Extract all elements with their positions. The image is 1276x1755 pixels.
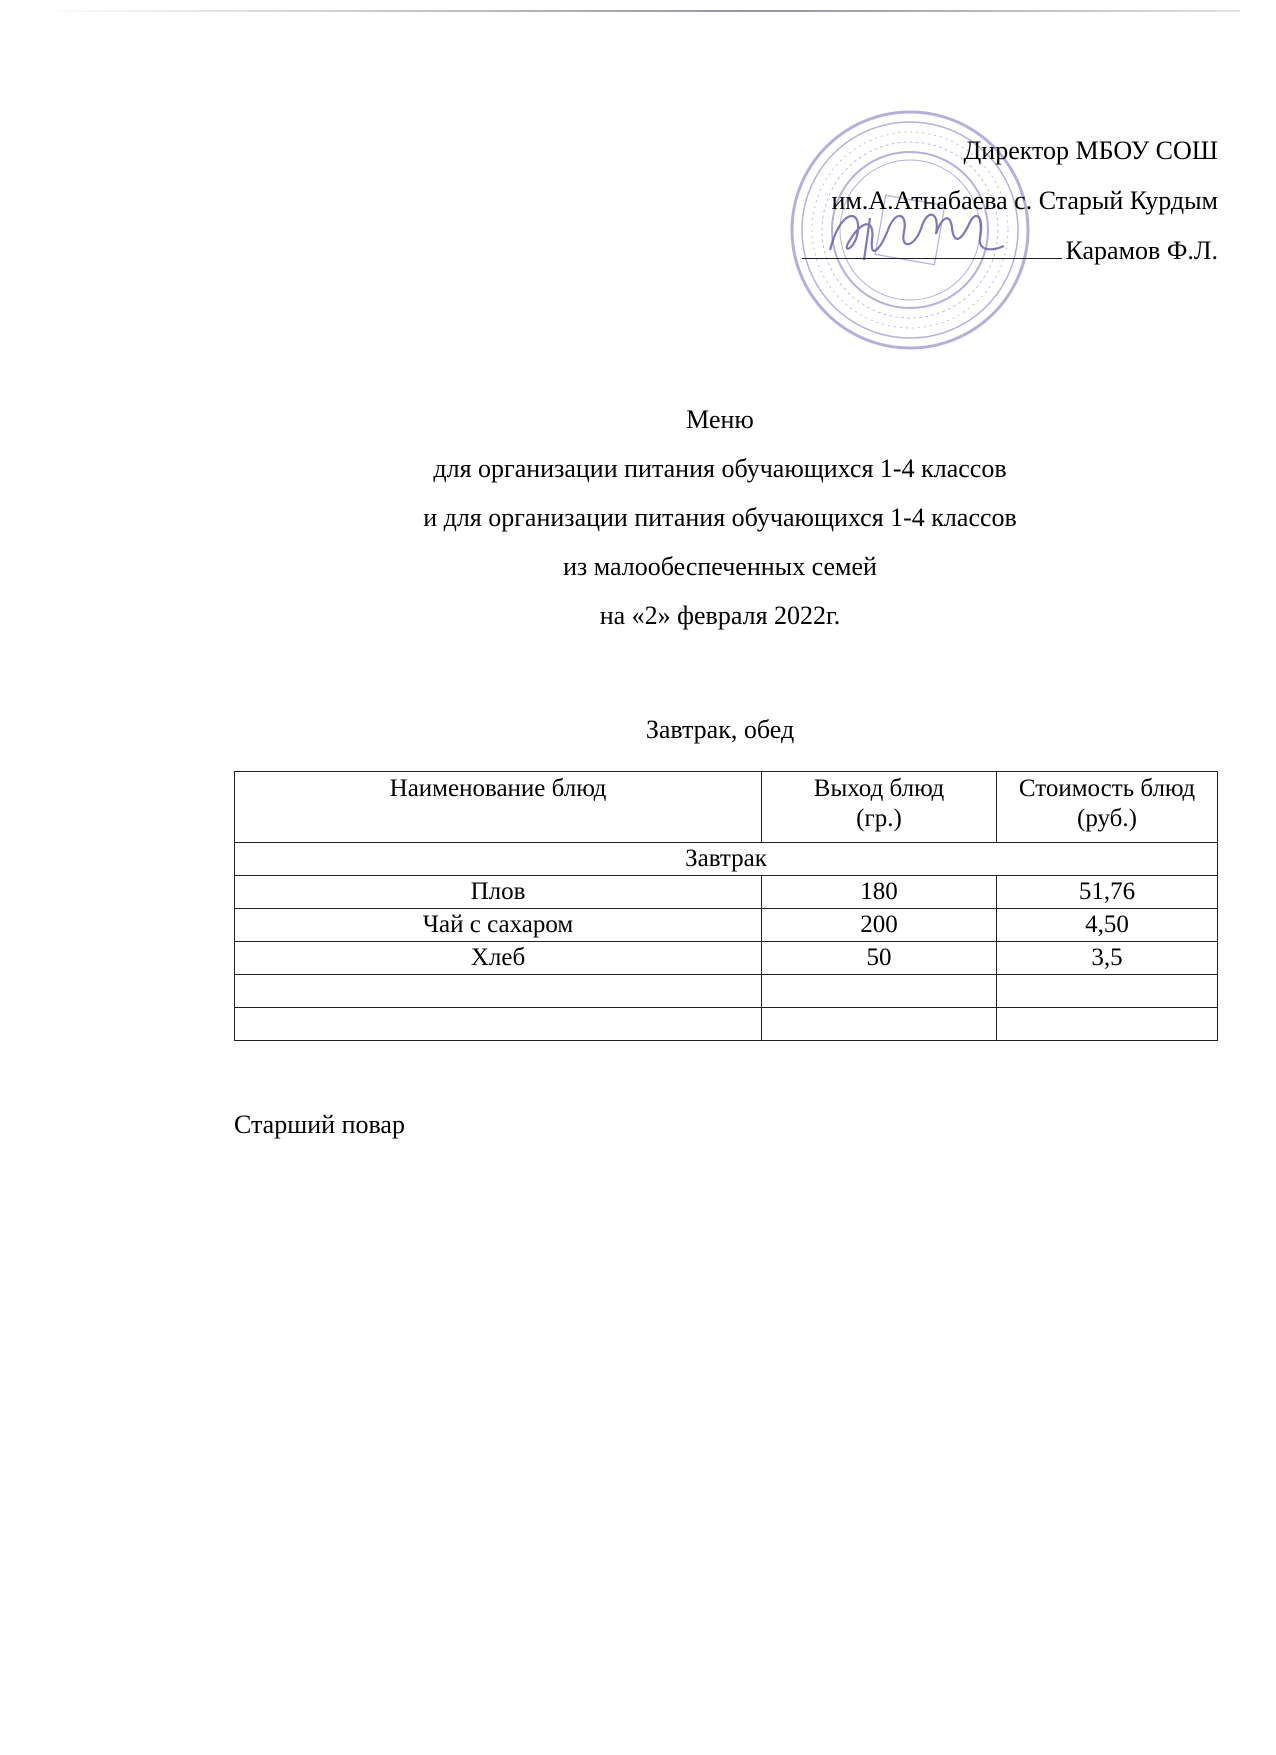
signature-line (802, 230, 1062, 259)
empty-cell (762, 1008, 997, 1041)
title-line-2: для организации питания обучающихся 1-4 классов (433, 454, 1007, 483)
title-line-3: и для организации питания обучающихся 1-4 классов (423, 503, 1017, 532)
dish-name: Чай с сахаром (235, 909, 762, 942)
empty-cell (235, 1008, 762, 1041)
section-row (235, 843, 1218, 876)
approval-position: Директор МБОУ СОШ (963, 136, 1218, 165)
dish-cost: 51,76 (997, 876, 1218, 909)
empty-cell (997, 975, 1218, 1008)
approval-organization: им.А.Атнабаева с. Старый Курдым (831, 186, 1218, 215)
senior-cook-label: Старший повар (234, 1110, 405, 1139)
section-breakfast: Завтрак (235, 843, 1218, 876)
table-header-row (235, 772, 1218, 843)
title-line-5: на «2» февраля 2022г. (599, 601, 841, 630)
header-dish-name: Наименование блюд (235, 772, 762, 843)
dish-yield: 180 (762, 876, 997, 909)
empty-row (235, 1008, 1218, 1041)
approval-block (698, 126, 1218, 276)
approval-signature-row (698, 226, 1218, 276)
menu-table (234, 771, 1218, 1041)
header-yield: Выход блюд (гр.) (762, 772, 997, 843)
empty-cell (235, 975, 762, 1008)
title-line-1: Меню (686, 405, 754, 434)
table-row (235, 909, 1218, 942)
empty-cell (997, 1008, 1218, 1041)
title-line-4: из малообеспеченных семей (563, 552, 877, 581)
empty-cell (762, 975, 997, 1008)
dish-name: Плов (235, 876, 762, 909)
scan-edge-line (40, 10, 1240, 12)
dish-cost: 4,50 (997, 909, 1218, 942)
empty-row (235, 975, 1218, 1008)
dish-cost: 3,5 (997, 942, 1218, 975)
dish-yield: 200 (762, 909, 997, 942)
header-cost: Стоимость блюд (руб.) (997, 772, 1218, 843)
document-title (0, 395, 1276, 640)
dish-name: Хлеб (235, 942, 762, 975)
table-row (235, 876, 1218, 909)
meal-subtitle: Завтрак, обед (645, 715, 795, 744)
approval-name: Карамов Ф.Л. (1065, 236, 1218, 265)
dish-yield: 50 (762, 942, 997, 975)
table-row (235, 942, 1218, 975)
